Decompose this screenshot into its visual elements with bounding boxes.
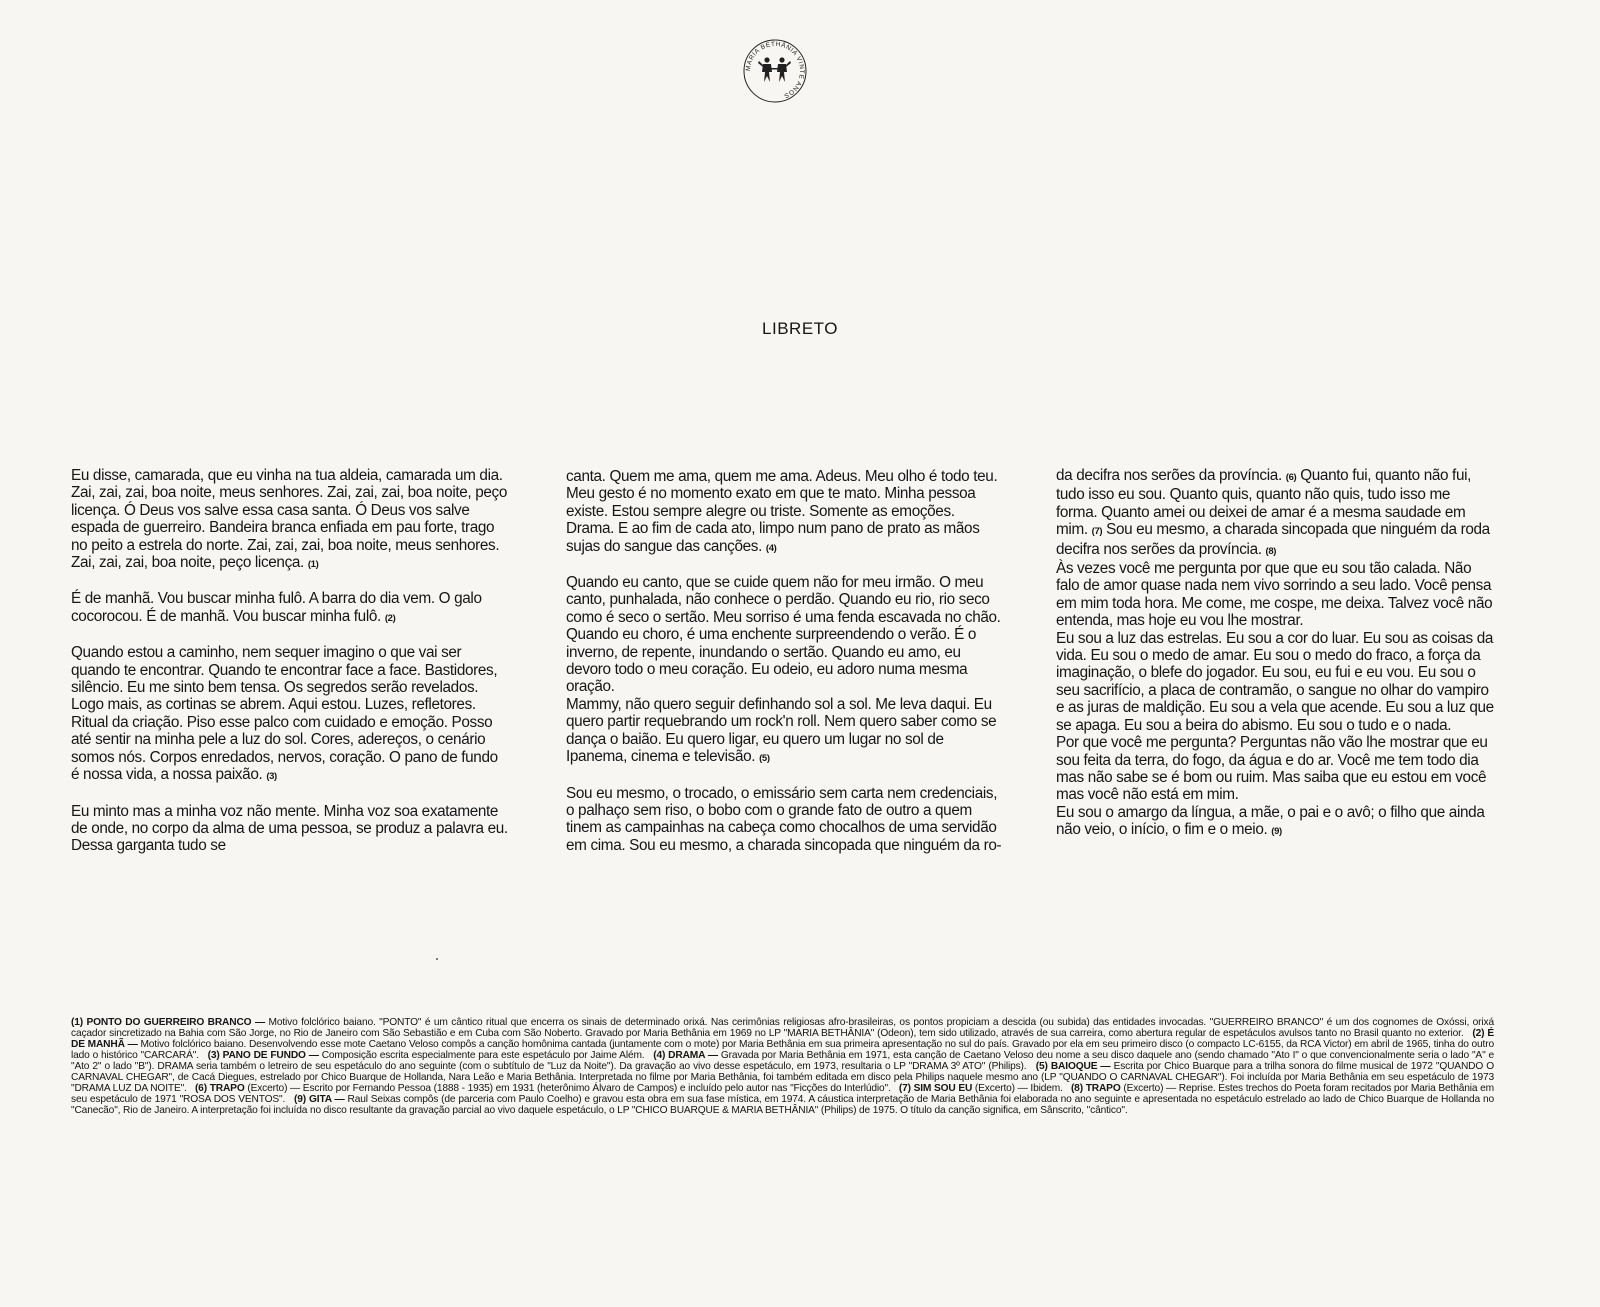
footnote: (8) TRAPO (Excerto) — Reprise. Estes trechos do Poeta foram recitados por Maria Bethânia em seu espetáculo de 1971 "ROSA DOS VENTOS". <box>71 1083 1494 1105</box>
footnote: (1) PONTO DO GUERREIRO BRANCO — Motivo folclórico baiano. "PONTO" é um cântico ritual que encerra os sinais de determinado orixá. Nas cerimônias religiosas afro-brasileiras, os pontos propiciam a descida (ou subida) das entidades invocadas. "GUERREIRO BRANCO" é um dos cognomes de Oxóssi, orixá caçador sincretizado na Bahia com São Jorge, no Rio de Janeiro com São Sebastião e em Cuba com São Noberto. Gravado por Maria Bethânia em 1969 no LP "MARIA BETHÂNIA" (Odeon), tem sido utilizado, através de sua carreira, como abertura regular de espetáculos avulsos tanto no Brasil quanto no exterior. <box>71 1017 1494 1039</box>
libretto-paragraph: É de manhã. Vou buscar minha fulô. A barra do dia vem. O galo cocorocou. É de manhã. Vou buscar minha fulô. (2) <box>71 590 482 625</box>
libretto-column-1 <box>71 467 508 872</box>
footnote: (2) É DE MANHÃ — Motivo folclórico baiano. Desenvolvendo esse mote Caetano Veloso compôs a canção homônima cantada (juntamente com o mote) por Maria Bethânia em sua primeira apresentação no sul do país. Gravado por ela em seu primeiro disco (o compacto LC-6155, da RCA Victor) em abril de 1965, tinha do outro lado o histórico "CARCARÁ". <box>71 1028 1494 1061</box>
libretto-paragraph: da decifra nos serões da província. (6) Quanto fui, quanto não fui, tudo isso eu sou. Quanto quis, quanto não quis, tudo isso me forma. Quanto amei ou deixei de amar é a mesma saudade em mim. (7) Sou eu mesmo, a charada sincopada que ninguém da roda decifra nos serões da província. (8) <box>1056 467 1490 558</box>
libretto-paragraph: canta. Quem me ama, quem me ama. Adeus. Meu olho é todo teu. Meu gesto é no momento exato em que te mato. Minha pessoa existe. Estou sempre alegre ou triste. Somente as emoções. Drama. E ao fim de cada ato, limpo num pano de prato as mãos sujas do sangue das canções. (4) <box>566 468 998 555</box>
page-title: LIBRETO <box>762 319 838 338</box>
footnote: (6) TRAPO (Excerto) — Escrito por Fernando Pessoa (1888 - 1935) em 1931 (heterônimo Álvaro de Campos) e incluído pelo autor nas "Ficções do Interlúdio". <box>194 1083 891 1094</box>
note-ref: (6) <box>1285 472 1297 483</box>
ink-dot <box>436 958 438 960</box>
libretto-paragraph: Por que você me pergunta? Perguntas não vão lhe mostrar que eu sou feita da terra, do fogo, da água e do ar. Você me tem todo dia mas não sabe se é bom ou ruim. Mas saiba que eu estou em você mas você não está em mim. <box>1056 734 1488 804</box>
note-ref: (7) <box>1091 526 1103 538</box>
note-ref: (2) <box>384 612 396 624</box>
note-ref: (1) <box>307 559 319 571</box>
libretto-paragraph: Quando eu canto, que se cuide quem não for meu irmão. O meu canto, punhalada, não conhece o perdão. Quando eu rio, rio seco como é seco o sertão. Meu sorriso é uma fenda escavada no chão. Quando eu choro, é uma enchente surpreendendo o verão. É o inverno, de repente, inundando o sertão. Quando eu amo, eu devoro todo o meu coração. Eu odeio, eu adoro numa mesma oração. <box>566 574 1001 696</box>
dancing-figures-seal-icon <box>742 38 808 104</box>
libretto-paragraph: Eu minto mas a minha voz não mente. Minha voz soa exatamente de onde, no corpo da alma de uma pessoa, se produz a palavra eu. Dessa garganta tudo se <box>71 802 508 855</box>
footnote: (4) DRAMA — Gravada por Maria Bethânia em 1971, esta canção de Caetano Veloso deu nome a seu disco daquele ano (sendo chamado "Ato I" o que convencionalmente seria o lado "A" e "Ato 2" o lado "B"). DRAMA seria também o letreiro de seu espetáculo do ano seguinte (com o subtítulo de "Luz da Noite"). Da gravação ao vivo desse espetáculo, em 1973, resultaria o LP "DRAMA 3º ATO" (Philips). <box>71 1050 1494 1072</box>
seal-logo <box>742 38 808 104</box>
note-ref: (3) <box>266 771 277 783</box>
libretto-paragraph: Quando estou a caminho, nem sequer imagino o que vai ser quando te encontrar. Quando te encontrar face a face. Bastidores, silêncio. Eu me sinto bem tensa. Os segredos serão revelados. Logo mais, as cortinas se abrem. Aqui estou. Luzes, refletores. Ritual da criação. Piso esse palco com cuidado e emoção. Posso até sentir na minha pele a luz do sol. Cores, adereços, o cenário somos nós. Corpos enredados, nervos, coração. O pano de fundo é nossa vida, a nossa paixão. (3) <box>71 644 498 784</box>
seal-text: MARIA BETHÂNIA VINTE ANOS <box>744 40 806 100</box>
libretto-paragraph: Mammy, não quero seguir definhando sol a sol. Me leva daqui. Eu quero partir requebrando um rock'n roll. Nem quero saber como se dança o baião. Eu quero ligar, eu quero um lugar no sol de Ipanema, cinema e televisão. (5) <box>566 695 997 766</box>
libretto-paragraph: Às vezes você me pergunta por que que eu sou tão calada. Não falo de amor quase nada nem vivo sorrindo a seu lado. Você pensa em mim toda hora. Me come, me cospe, me deixa. Talvez você não entenda, mas hoje eu vou lhe mostrar. <box>1056 560 1493 630</box>
footnote: (9) GITA — Raul Seixas compôs (de parceria com Paulo Coelho) e gravou esta obra em sua fase mística, em 1974. A cáustica interpretação de Maria Bethânia foi elaborada no ano seguinte e apresentada no espetáculo estrelado ao lado de Chico Buarque de Hollanda no "Canecão", Rio de Janeiro. A interpretação foi incluída no disco resultante da gravação parcial ao vivo daquele espetáculo, o LP "CHICO BUARQUE & MARIA BETHÂNIA" (Philips) de 1975. O título da canção significa, em Sânscrito, "cântico". <box>71 1094 1494 1116</box>
note-ref: (4) <box>765 542 777 554</box>
footnote: (5) BAIOQUE — Escrita por Chico Buarque para a trilha sonora do filme musical de 1972 "QUANDO O CARNAVAL CHEGAR", de Cacá Diegues, estrelado por Chico Buarque de Hollanda, Nara Leão e Maria Bethânia. Interpretada no filme por Maria Bethânia, foi também editada em disco pela Philips naquele mesmo ano (LP "QUANDO O CARNAVAL CHEGAR"). Foi incluída por Maria Bethânia em seu espetáculo de 1973 "DRAMA LUZ DA NOITE". <box>71 1061 1494 1094</box>
libretto-paragraph: Sou eu mesmo, o trocado, o emissário sem carta nem credenciais, o palhaço sem riso, o bobo com o grande fato de outro a quem tinem as campainhas na cabeça como chocalhos de uma servidão em cima. Sou eu mesmo, a charada sincopada que ninguém da ro- <box>566 784 1002 854</box>
libretto-paragraph: Eu sou o amargo da língua, a mãe, o pai e o avô; o filho que ainda não veio, o início, o fim e o meio. (9) <box>1056 803 1485 839</box>
note-ref: (8) <box>1265 545 1277 557</box>
footnotes <box>71 1017 1494 1116</box>
libretto-column-2 <box>566 468 1003 871</box>
note-ref: (9) <box>1271 826 1282 838</box>
libretto-paragraph: Eu disse, camarada, que eu vinha na tua aldeia, camarada um dia. Zai, zai, zai, boa noite, meus senhores. Zai, zai, zai, boa noite, peço licença. Ó Deus vos salve essa casa santa. Ó Deus vos salve espada de guerreiro. Bandeira branca enfiada em pau forte, trago no peito a estrela do norte. Zai, zai, zai, boa noite, meus senhores. Zai, zai, zai, boa noite, peço licença. (1) <box>71 467 508 572</box>
note-ref: (5) <box>759 753 770 765</box>
footnote: (3) PANO DE FUNDO — Composição escrita especialmente para este espetáculo por Jaime Além. <box>207 1050 645 1061</box>
footnote: (7) SIM SOU EU (Excerto) — Ibidem. <box>898 1083 1063 1094</box>
libretto-paragraph: Eu sou a luz das estrelas. Eu sou a cor do luar. Eu sou as coisas da vida. Eu sou o medo de amar. Eu sou o medo do fraco, a força da imaginação, o blefe do jogador. Eu sou, eu fui e eu vou. Eu sou o seu sacrifício, a placa de contramão, o sangue no olhar do vampiro e as juras de maldição. Eu sou a vela que acende. Eu sou a luz que se apaga. Eu sou a beira do abismo. Eu sou o tudo e o nada. <box>1056 629 1494 734</box>
libretto-column-3 <box>1056 467 1494 858</box>
